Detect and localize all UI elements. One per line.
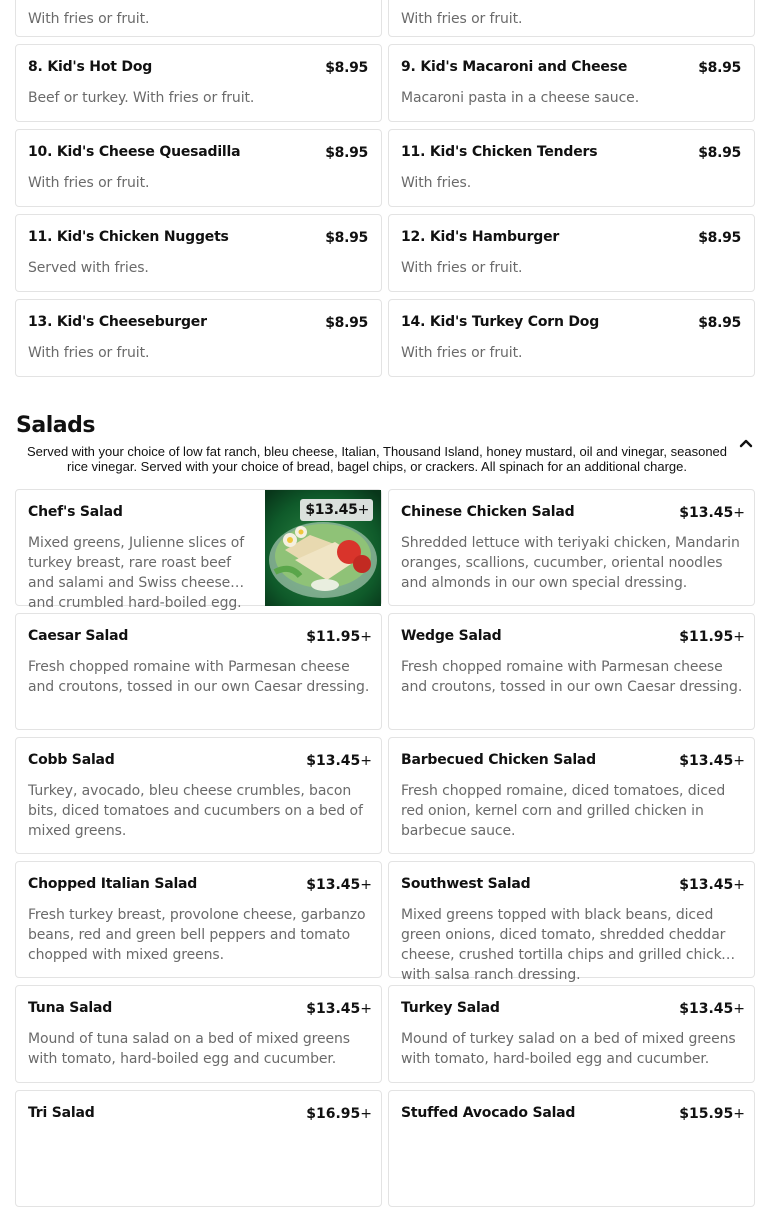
menu-item-card[interactable] <box>15 299 382 377</box>
item-name: Tri Salad <box>28 1105 95 1121</box>
menu-item-card[interactable] <box>388 985 755 1083</box>
price-value: $8.95 <box>698 60 741 76</box>
menu-item-card[interactable] <box>15 1090 382 1207</box>
menu-item-card[interactable] <box>15 214 382 292</box>
price-suffix: + <box>733 505 745 521</box>
item-price <box>325 60 368 76</box>
item-name: 9. Kid's Macaroni and Cheese <box>401 59 628 75</box>
item-description: Fresh chopped romaine with Parmesan cheese and croutons, tossed in our own Caesar dressing. <box>28 659 370 695</box>
item-name: 11. Kid's Chicken Nuggets <box>28 229 229 245</box>
price-value: $13.45 <box>679 505 734 521</box>
price-value: $13.45 <box>679 1001 734 1017</box>
section-title: Salads <box>16 413 95 438</box>
menu-item-card[interactable] <box>15 737 382 854</box>
price-value: $8.95 <box>325 315 368 331</box>
item-price <box>306 1106 372 1122</box>
item-name: 13. Kid's Cheeseburger <box>28 314 207 330</box>
menu-item-card[interactable] <box>388 0 755 37</box>
item-description: With fries or fruit. <box>28 11 150 27</box>
item-price <box>698 315 741 331</box>
item-price <box>306 1001 372 1017</box>
menu-item-card[interactable] <box>15 129 382 207</box>
item-description: Mound of tuna salad on a bed of mixed greens with tomato, hard-boiled egg and cucumber. <box>28 1031 350 1067</box>
item-description: Served with fries. <box>28 260 149 276</box>
item-name: 14. Kid's Turkey Corn Dog <box>401 314 600 330</box>
menu-item-card[interactable] <box>15 0 382 37</box>
price-suffix: + <box>733 1106 745 1122</box>
price-suffix: + <box>360 1001 372 1017</box>
item-price <box>300 499 373 521</box>
menu-item-card[interactable] <box>388 44 755 122</box>
price-suffix: + <box>733 1001 745 1017</box>
item-price <box>325 315 368 331</box>
price-value: $11.95 <box>306 629 361 645</box>
price-suffix: + <box>733 753 745 769</box>
item-description: Fresh chopped romaine with Parmesan cheese and croutons, tossed in our own Caesar dressing. <box>401 659 743 695</box>
item-name: Chinese Chicken Salad <box>401 504 575 520</box>
item-price <box>698 230 741 246</box>
item-description: Beef or turkey. With fries or fruit. <box>28 90 255 106</box>
price-value: $8.95 <box>325 145 368 161</box>
menu-item-card[interactable] <box>388 861 755 983</box>
menu-item-card[interactable] <box>388 737 755 854</box>
price-value: $13.45 <box>679 877 734 893</box>
price-value: $11.95 <box>679 629 734 645</box>
collapse-section-button[interactable] <box>737 434 755 452</box>
price-suffix: + <box>733 629 745 645</box>
item-description: Mixed greens, Julienne slices of turkey breast, rare roast beef and salami and Swiss cheese and crumbled hard-boiled egg. <box>28 535 245 611</box>
menu-item-card[interactable] <box>388 299 755 377</box>
price-suffix: + <box>360 1106 372 1122</box>
menu-item-card[interactable] <box>15 985 382 1083</box>
item-price <box>325 145 368 161</box>
item-price <box>325 230 368 246</box>
menu-item-card[interactable] <box>15 613 382 730</box>
item-name: Turkey Salad <box>401 1000 500 1016</box>
item-description: Fresh turkey breast, provolone cheese, garbanzo beans, red and green bell peppers and tomato chopped with mixed greens. <box>28 907 366 963</box>
price-value: $13.45 <box>306 753 361 769</box>
price-suffix: + <box>357 502 369 518</box>
item-description: With fries or fruit. <box>28 175 150 191</box>
item-price <box>679 629 745 645</box>
item-name: Caesar Salad <box>28 628 129 644</box>
price-value: $8.95 <box>698 230 741 246</box>
item-description: Fresh chopped romaine, diced tomatoes, diced red onion, kernel corn and grilled chicken in barbecue sauce. <box>401 783 726 839</box>
item-price <box>679 877 745 893</box>
item-name: Barbecued Chicken Salad <box>401 752 597 768</box>
price-value: $16.95 <box>306 1106 361 1122</box>
item-name: Chef's Salad <box>28 504 123 520</box>
menu-item-card[interactable] <box>15 861 382 978</box>
price-value: $13.45 <box>306 877 361 893</box>
item-price <box>698 145 741 161</box>
item-price <box>679 753 745 769</box>
item-name: 12. Kid's Hamburger <box>401 229 560 245</box>
menu-item-card[interactable] <box>388 129 755 207</box>
item-description: With fries or fruit. <box>28 345 150 361</box>
price-value: $13.45 <box>306 1001 361 1017</box>
item-description: With fries or fruit. <box>401 345 523 361</box>
item-name: Stuffed Avocado Salad <box>401 1105 576 1121</box>
menu-item-card[interactable] <box>15 44 382 122</box>
menu-item-card[interactable] <box>15 489 382 611</box>
item-description: With fries or fruit. <box>401 11 523 27</box>
menu-item-card[interactable] <box>388 214 755 292</box>
item-name: 10. Kid's Cheese Quesadilla <box>28 144 241 160</box>
price-suffix: + <box>360 629 372 645</box>
item-price <box>306 629 372 645</box>
item-name: Southwest Salad <box>401 876 531 892</box>
menu-item-card[interactable] <box>388 1090 755 1207</box>
item-description: Shredded lettuce with teriyaki chicken, Mandarin oranges, scallions, cucumber, oriental noodles and almonds in our own special dressing. <box>401 535 740 591</box>
item-price <box>679 505 745 521</box>
salad-photo <box>265 490 381 606</box>
price-value: $8.95 <box>325 60 368 76</box>
item-description: Macaroni pasta in a cheese sauce. <box>401 90 640 106</box>
item-description: Turkey, avocado, bleu cheese crumbles, bacon bits, diced tomatoes and cucumbers on a bed of mixed greens. <box>28 783 363 839</box>
item-name: 8. Kid's Hot Dog <box>28 59 153 75</box>
price-value: $8.95 <box>325 230 368 246</box>
item-description: Mixed greens topped with black beans, diced green onions, diced tomato, shredded cheddar cheese, crushed tortilla chips and grilled chicken with salsa ranch dressing. <box>401 907 739 983</box>
item-name: Cobb Salad <box>28 752 115 768</box>
price-suffix: + <box>360 753 372 769</box>
item-description: Mound of turkey salad on a bed of mixed greens with tomato, hard-boiled egg and cucumber. <box>401 1031 736 1067</box>
item-price <box>306 877 372 893</box>
price-value: $8.95 <box>698 315 741 331</box>
item-price <box>306 753 372 769</box>
price-value: $8.95 <box>698 145 741 161</box>
item-name: Tuna Salad <box>28 1000 113 1016</box>
item-description: With fries or fruit. <box>401 260 523 276</box>
menu-item-card[interactable] <box>388 489 755 606</box>
price-value: $15.95 <box>679 1106 734 1122</box>
item-name: Wedge Salad <box>401 628 502 644</box>
item-name: Chopped Italian Salad <box>28 876 198 892</box>
menu-item-card[interactable] <box>388 613 755 730</box>
section-description: Served with your choice of low fat ranch, bleu cheese, Italian, Thousand Island, honey mustard, oil and vinegar, seasoned rice vinegar. Served with your choice of bread, bagel chips, or crackers. All spinach for an additional charge. <box>26 444 728 474</box>
item-name: 11. Kid's Chicken Tenders <box>401 144 598 160</box>
item-price <box>679 1106 745 1122</box>
price-suffix: + <box>360 877 372 893</box>
item-description: With fries. <box>401 175 472 191</box>
chevron-up-icon <box>739 438 753 448</box>
price-suffix: + <box>733 877 745 893</box>
kids-menu-grid <box>15 44 755 377</box>
price-value: $13.45 <box>679 753 734 769</box>
price-value: $13.45 <box>305 502 358 518</box>
item-price <box>679 1001 745 1017</box>
salads-menu-grid <box>15 489 755 1207</box>
item-price <box>698 60 741 76</box>
